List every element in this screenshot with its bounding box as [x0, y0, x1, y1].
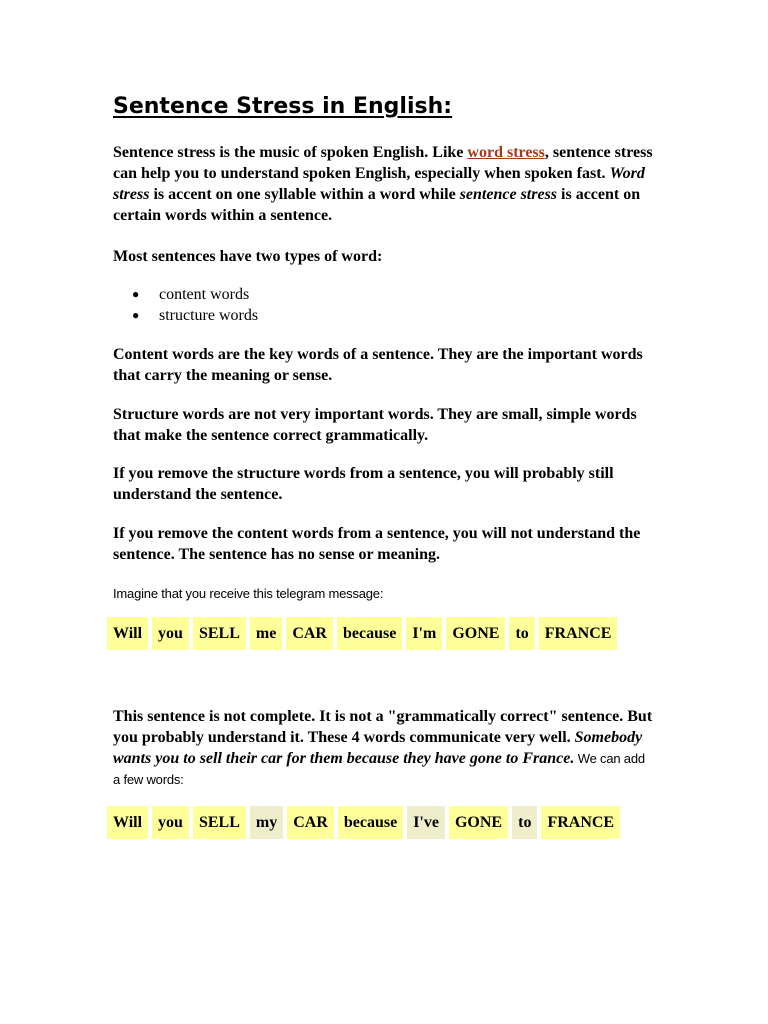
telegram-word: FRANCE — [539, 617, 618, 650]
telegram-word-added: I've — [407, 806, 445, 839]
intro-text-2: , sentence stress can help you to understand spoken English, especially when spoken fast. — [113, 144, 653, 182]
telegram-word: SELL — [193, 617, 246, 650]
telegram-word: because — [337, 617, 402, 650]
telegram-word: to — [509, 617, 534, 650]
intro-emphasis-word-stress: Word stress — [113, 165, 645, 203]
list-item-label: content words — [159, 286, 250, 303]
telegram-word: I'm — [406, 617, 442, 650]
explanation-plain: We can add a few words: — [113, 751, 645, 787]
telegram-word: you — [152, 806, 189, 839]
explanation-paragraph — [113, 706, 653, 790]
document-content — [113, 92, 653, 787]
telegram-word: because — [338, 806, 403, 839]
telegram-word: you — [152, 617, 189, 650]
content-words-paragraph: Content words are the key words of a sentence. They are the important words that carry the meaning or sense. — [113, 346, 643, 384]
list-item-label: structure words — [159, 307, 259, 324]
remove-content-paragraph: If you remove the content words from a sentence, you will not understand the sentence. The sentence has no sense or meaning. — [113, 525, 641, 563]
list-item — [132, 284, 699, 305]
telegram-word: FRANCE — [541, 806, 620, 839]
structure-words-paragraph: Structure words are not very important words. They are small, simple words that make the sentence correct grammatically. — [113, 406, 637, 444]
telegram-word: CAR — [287, 806, 334, 839]
page-title: Sentence Stress in English: — [113, 94, 453, 119]
intro-text-3: is accent on one syllable within a word while — [149, 186, 460, 203]
bullet-icon: ● — [132, 287, 140, 301]
telegram-word: Will — [107, 806, 148, 839]
intro-paragraph — [113, 142, 653, 226]
word-types-list — [113, 284, 699, 326]
explanation-emphasis: Somebody wants you to sell their car for them because they have gone to France. — [113, 729, 643, 767]
telegram-word: me — [250, 617, 282, 650]
telegram-word-added: to — [512, 806, 537, 839]
list-item — [132, 305, 699, 326]
telegram-word: Will — [107, 617, 148, 650]
telegram-intro: Imagine that you receive this telegram message: — [113, 586, 384, 601]
telegram-message-1 — [107, 617, 617, 650]
telegram-word-added: my — [250, 806, 283, 839]
intro-emphasis-sentence-stress: sentence stress — [459, 186, 558, 203]
explanation-text: This sentence is not complete. It is not a "grammatically correct" sentence. But you probably understand it. These 4 words communicate very well. — [113, 708, 653, 746]
remove-structure-paragraph: If you remove the structure words from a sentence, you will probably still understand the sentence. — [113, 465, 614, 503]
telegram-word: GONE — [449, 806, 508, 839]
word-stress-link[interactable]: word stress — [467, 144, 545, 161]
intro-text-4: is accent on certain words within a sentence. — [113, 186, 641, 224]
types-intro: Most sentences have two types of word: — [113, 248, 383, 265]
telegram-word: GONE — [446, 617, 505, 650]
telegram-message-2 — [107, 806, 620, 839]
telegram-word: SELL — [193, 806, 246, 839]
intro-text-1: Sentence stress is the music of spoken English. Like — [113, 144, 468, 161]
bullet-icon: ● — [132, 308, 140, 322]
telegram-word: CAR — [286, 617, 333, 650]
